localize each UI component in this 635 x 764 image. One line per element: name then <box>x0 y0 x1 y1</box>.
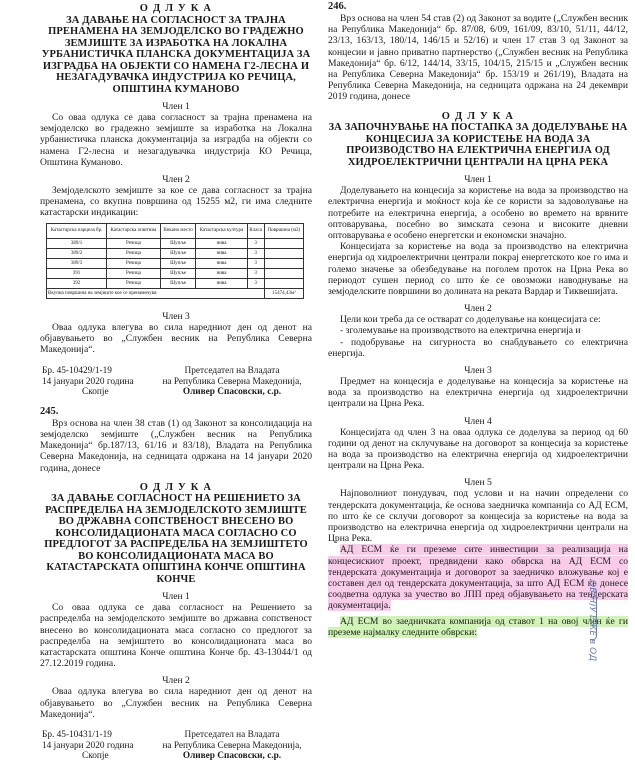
article-label: Член 1 <box>464 174 492 186</box>
article-text: Цели кои треба да се остварат со доделување на концесијата се: <box>340 314 601 326</box>
table-cell: 3 <box>247 248 264 258</box>
table-cell: Речица <box>107 268 161 278</box>
place: Скопје <box>82 387 109 398</box>
table-header: Класа <box>247 223 264 238</box>
article-text: Концесијата од член 3 на оваа одлука се доделува за период од 60 години од денот на склучување на договорот за концесија за користење на вода за производство на електрична енергија од хидроелектрични централи на Црна Река. <box>328 426 628 472</box>
decision-title: ЗА ДАВАЊЕ СОГЛАСНОСТ НА РЕШЕНИЕТО ЗА РАСПРЕДЕЛБА НА ЗЕМЈОДЕЛСКОТО ЗЕМЈИШТЕ ВО ДРЖАВНА СОПСТВЕНОСТ ВНЕСЕНО ВО КОНСОЛИДАЦИОНАТА МАСА СОГЛАСНО СО ПРЕДЛОГОТ ЗА РАСПРЕДЕЛБА НА ЗЕМЈИШТЕТО ВО КОНСОЛИДАЦИОНАТА МАСА ВО КАТАСТАРСКАТА ОПШТИНА КОНЧЕ ОПШТИНА КОНЧЕ <box>44 493 308 585</box>
table-cell: 3 <box>247 278 264 288</box>
table-cell: Шупље <box>160 268 196 278</box>
green-highlighted-text: АД ЕСМ во заедничката компанија од ставот 1 на овој член ќе ги преземе најмалку следните обврски: <box>328 615 628 638</box>
handwritten-note: ОЗ(Н)У ЕЖЕ в ОД <box>587 580 597 662</box>
table-cell: Речица <box>107 238 161 248</box>
list-item: - подобрување на сигурноста во снабдувањето со електрична енергија. <box>328 336 628 359</box>
decision-heading: О Д Л У К А <box>139 481 213 493</box>
table-cell: Шупље <box>160 278 196 288</box>
table-cell: 3 <box>247 238 264 248</box>
table-cell: Речица <box>107 258 161 268</box>
item-number: 246. <box>328 1 347 12</box>
table-cell: Шупље <box>160 238 196 248</box>
table-header: Површина (м2) <box>264 223 303 238</box>
table-row <box>47 268 304 278</box>
article-text: Доделувањето на концесија за користење на вода за производство на електрична енергија и моќност која ќе се користи за задоволување на потребите на електрична енергија, а особено во времето на врвните оптоварувања, посебно во зимската сезона и високите дневни оптоварувања е особено енергетски и економски значајно. <box>328 185 628 241</box>
table-cell: 389/2 <box>47 248 107 258</box>
article-label: Член 3 <box>464 364 492 376</box>
table-row <box>47 278 304 288</box>
table-cell: 392 <box>47 278 107 288</box>
article-text: Оваа одлука влегува во сила наредниот ден од денот на објавувањето во „Службен весник на Република Северна Македонија“. <box>40 321 312 356</box>
cadastral-table <box>46 223 304 299</box>
table-total-value: 15474,43м² <box>264 288 303 298</box>
article-label: Член 4 <box>464 415 492 427</box>
decision-heading: О Д Л У К А <box>441 110 515 122</box>
article-text: Концесијата за користење на вода за производство на електрична енергија од хидроелектрични централи покрај енергетското кое го има и големо значење за обезбедување на поголем проток на Црна Река во периодот сушен период со што ќе се овозможи наводнување на земјоделските површини во долината на реката Вардар и Тиквешијата. <box>328 241 628 297</box>
article-label: Член 1 <box>162 591 190 603</box>
signatory-role: Претседател на Владата <box>184 730 280 741</box>
table-cell: Речица <box>107 278 161 288</box>
table-cell: нива <box>196 268 247 278</box>
signature-block <box>40 728 312 764</box>
decision-heading: О Д Л У К А <box>139 3 213 14</box>
signatory-name: Оливер Спасовски, с.р. <box>182 387 282 398</box>
table-header: Катастарска општина <box>107 223 161 238</box>
article-text: Најповолниот понудувач, под услови и на начин определени со тендерската документација, ќе основа заедничка компанија со АД ЕСМ, по што ќе се склучи договорот за концесија за користење на вода за производство на електрична енергија од хидроелектрични централи на Црна Река. <box>328 488 628 545</box>
signature-block <box>40 364 312 400</box>
article-text: Со оваа одлука се дава согласност на Решението за распределба на земјоделското земјиште во државна сопственост внесено во консолидационата маса согласно со предлогот за распределба на земјиштето во консолидационата маса во катастарската општина Конче општина Конче бр. 43-13044/1 од 27.12.2019 година. <box>40 602 312 670</box>
table-cell <box>264 248 303 258</box>
right-column <box>328 0 628 638</box>
table-cell: нива <box>196 248 247 258</box>
table-row <box>47 248 304 258</box>
article-text: Предмет на концесија е доделување на концесија за користење на вода за производство на електрична енергија од хидроелектрични централи на Црна Река. <box>328 375 628 410</box>
table-cell: 391 <box>47 268 107 278</box>
table-header: Катастарска култура <box>196 223 247 238</box>
article-text: Оваа одлука влегува во сила наредниот ден од денот на објавувањето во „Службен весник на Република Северна Македонија“. <box>40 686 312 720</box>
table-cell: 3 <box>247 268 264 278</box>
article-label: Член 2 <box>464 303 492 315</box>
table-cell <box>264 258 303 268</box>
table-total-label: Вкупна површина на земјиште кое се пренаменува: <box>47 288 265 298</box>
reference-number: Бр. 45-10429/1-19 <box>42 366 112 377</box>
signatory-name: Оливер Спасовски, с.р. <box>182 751 282 762</box>
item-number: 245. <box>40 405 59 417</box>
article-label: Член 2 <box>162 675 190 687</box>
table-row <box>47 238 304 248</box>
reference-number: Бр. 45-10431/1-19 <box>42 730 112 741</box>
article-label: Член 3 <box>162 310 190 322</box>
table-cell: нива <box>196 278 247 288</box>
table-cell: нива <box>196 258 247 268</box>
table-cell <box>264 268 303 278</box>
table-header: Викано место <box>160 223 196 238</box>
highlighted-paragraph <box>328 544 628 611</box>
table-cell: Шупље <box>160 258 196 268</box>
article-label: Член 5 <box>464 477 492 489</box>
date: 14 јануари 2020 година <box>42 740 134 751</box>
pink-highlighted-text: АД ЕСМ ќе ги преземе сите инвестиции за реализација на концесискиот проект, предвидени како обврска на АД ЕСМ со тендерската документација и договорот за заедничко вложување кој е составен дел од тендерската документација, за што АД ЕСМ ќе донесе соодветна одлука за учество во ЈПП пред објавувањето на тендерската документација. <box>328 544 628 612</box>
decision-title: ЗА ЗАПОЧНУВАЊЕ НА ПОСТАПКА ЗА ДОДЕЛУВАЊЕ НА КОНЦЕСИЈА ЗА КОРИСТЕЊЕ НА ВОДА ЗА ПРОИЗВОДСТВО НА ЕЛЕКТРИЧНА ЕНЕРГИЈА ОД ХИДРОЕЛЕКТРИЧНИ ЦЕНТРАЛИ НА ЦРНА РЕКА <box>328 122 628 168</box>
legal-basis: Врз основа на член 38 став (1) од Законот за консолидација на земјоделско земјиште („Службен весник на Република Македонија“ бр.187/13, 61/16 и 83/18), Владата на Република Северна Македонија, на седницата одржана на 14 јануари 2020 година, донесе <box>40 417 312 474</box>
article-text: Земјоделското земјиште за кое се дава согласност за трајна пренамена, со вкупна површина од 15255 м2, ги има следните катастарски индикации: <box>40 185 312 219</box>
table-cell: Шупље <box>160 248 196 258</box>
table-header-row <box>47 223 304 238</box>
article-label: Член 2 <box>162 174 190 186</box>
legal-basis: Врз основа на член 54 став (2) од Законот за водите („Службен весник на Република Македонија“ бр. 87/08, 6/09, 161/09, 83/10, 51/11, 44/12, 23/13, 163/13, 180/14, 146/15 и 52/16) и член 17 став 3 од Законот за концесии и јавно приватно партнерство („Службен весник на Република Македонија“ бр. 6/12, 144/14, 33/15, 104/15, 215/15 и „Службен весник на Република Северна Македонија“ бр. 153/19 и 261/19), Владата на Република Северна Македонија, на седницата одржана на 24 декември 2019 година, донесе <box>328 13 628 103</box>
table-cell: нива <box>196 238 247 248</box>
table-cell: 3 <box>247 258 264 268</box>
date: 14 јануари 2020 година <box>42 376 134 387</box>
table-cell: Речица <box>107 248 161 258</box>
place: Скопје <box>82 751 109 762</box>
signatory-role: на Република Северна Македонија, <box>162 740 302 751</box>
left-column <box>40 0 312 764</box>
handwritten-annotation <box>587 580 619 662</box>
table-cell: 389/3 <box>47 258 107 268</box>
table-header: Катастарска парцела бр. <box>47 223 107 238</box>
signatory-role: Претседател на Владата <box>184 366 280 377</box>
article-label: Член 1 <box>162 101 190 112</box>
highlighted-paragraph <box>328 616 628 638</box>
table-cell: 389/1 <box>47 238 107 248</box>
list-item: - зголемување на производството на електрична енергија и <box>340 325 581 337</box>
signatory-role: на Република Северна Македонија, <box>162 376 302 387</box>
table-cell <box>264 278 303 288</box>
decision-title: ЗА ДАВАЊЕ НА СОГЛАСНОСТ ЗА ТРАЈНА ПРЕНАМЕНА НА ЗЕМЈОДЕЛСКО ВО ГРАДЕЖНО ЗЕМЈИШТЕ ЗА ИЗРАБОТКА НА ЛОКАЛНА УРБАНИСТИЧКА ПЛАНСКА ДОКУМЕНТАЦИЈА ЗА ИЗГРАДБА НА ОБЈЕКТИ СО НАМЕНА Г2-ЛЕСНА И НЕЗАГАДУВАЧКА ИНДУСТРИЈА КО РЕЧИЦА, ОПШТИНА КУМАНОВО <box>41 14 311 95</box>
table-total-row <box>47 288 304 298</box>
table-cell <box>264 238 303 248</box>
table-row <box>47 258 304 268</box>
article-text: Со оваа одлука се дава согласност за трајна пренамена на земјоделско во градежно земјиште за изработка на Локална урбанистичка планска документација за изградба на објекти со намена Г2-лесна и незагадувачка индустрија КО Речица, Општина Куманово. <box>40 112 312 168</box>
